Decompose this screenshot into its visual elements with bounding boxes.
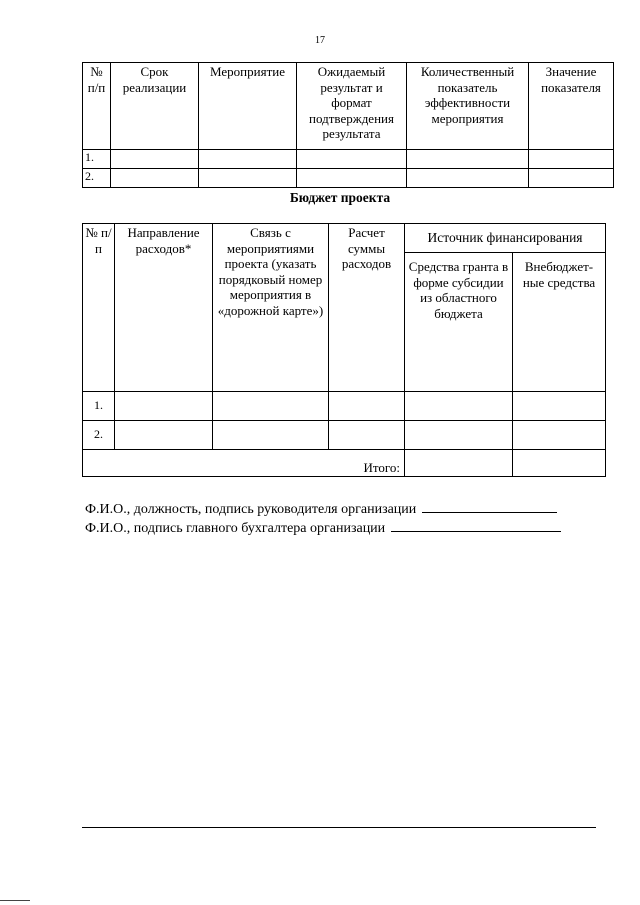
footer-divider [82, 827, 596, 828]
header-cell: Средства гранта в форме субсидии из областного бюджета [405, 253, 513, 392]
table-cell[interactable] [405, 421, 513, 450]
budget-title: Бюджет проекта [289, 190, 391, 205]
head-signature-line [85, 499, 557, 518]
table-cell[interactable] [513, 421, 606, 450]
table-cell[interactable] [199, 169, 297, 188]
budget-table [82, 223, 606, 477]
header-cell: № п/п [83, 63, 111, 150]
table-cell[interactable] [405, 392, 513, 421]
table-row [83, 169, 614, 188]
signature-blank[interactable] [422, 499, 557, 513]
header-cell: Связь с мероприятиями проекта (указать порядковый номер мероприятия в «дорожной карте») [213, 224, 329, 392]
row-number: 1. [83, 150, 111, 169]
table-cell[interactable] [115, 392, 213, 421]
header-cell: Значение показателя [529, 63, 614, 150]
header-cell: Мероприятие [199, 63, 297, 150]
header-cell: Внебюджет-ные средства [513, 253, 606, 392]
table-cell[interactable] [329, 421, 405, 450]
table-cell[interactable] [115, 421, 213, 450]
table-cell[interactable] [297, 150, 407, 169]
table-cell[interactable] [297, 169, 407, 188]
header-cell: Направление расходов* [115, 224, 213, 392]
table-cell[interactable] [529, 150, 614, 169]
table-header-row [83, 224, 606, 253]
header-cell: Количественный показатель эффективности мероприятия [407, 63, 529, 150]
action-plan-table [82, 62, 614, 188]
signature-label: Ф.И.О., подпись главного бухгалтера организации [85, 521, 386, 536]
table-row [83, 421, 606, 450]
table-cell[interactable] [529, 169, 614, 188]
table-cell[interactable] [111, 169, 199, 188]
page-number: 17 [315, 35, 325, 46]
total-label: Итого: [83, 450, 405, 477]
table-cell[interactable] [407, 169, 529, 188]
table-row [83, 392, 606, 421]
scan-edge-mark [0, 900, 30, 901]
table-cell[interactable] [407, 150, 529, 169]
table-header-row [83, 63, 614, 150]
header-cell: Расчет суммы расходов [329, 224, 405, 392]
total-grant-cell[interactable] [405, 450, 513, 477]
header-cell: № п/п [83, 224, 115, 392]
signature-label: Ф.И.О., должность, подпись руководителя организации [85, 502, 417, 517]
table-cell[interactable] [329, 392, 405, 421]
table-cell[interactable] [513, 392, 606, 421]
header-cell: Ожидаемый результат и формат подтверждения результата [297, 63, 407, 150]
signature-blank[interactable] [391, 518, 561, 532]
row-number: 1. [83, 392, 115, 421]
table-cell[interactable] [199, 150, 297, 169]
table-cell[interactable] [213, 392, 329, 421]
total-extra-cell[interactable] [513, 450, 606, 477]
table-cell[interactable] [111, 150, 199, 169]
table-cell[interactable] [213, 421, 329, 450]
row-number: 2. [83, 421, 115, 450]
header-cell: Срок реализации [111, 63, 199, 150]
table-row [83, 150, 614, 169]
header-cell: Источник финансирования [405, 224, 606, 253]
total-row [83, 450, 606, 477]
row-number: 2. [83, 169, 111, 188]
accountant-signature-line [85, 518, 561, 537]
